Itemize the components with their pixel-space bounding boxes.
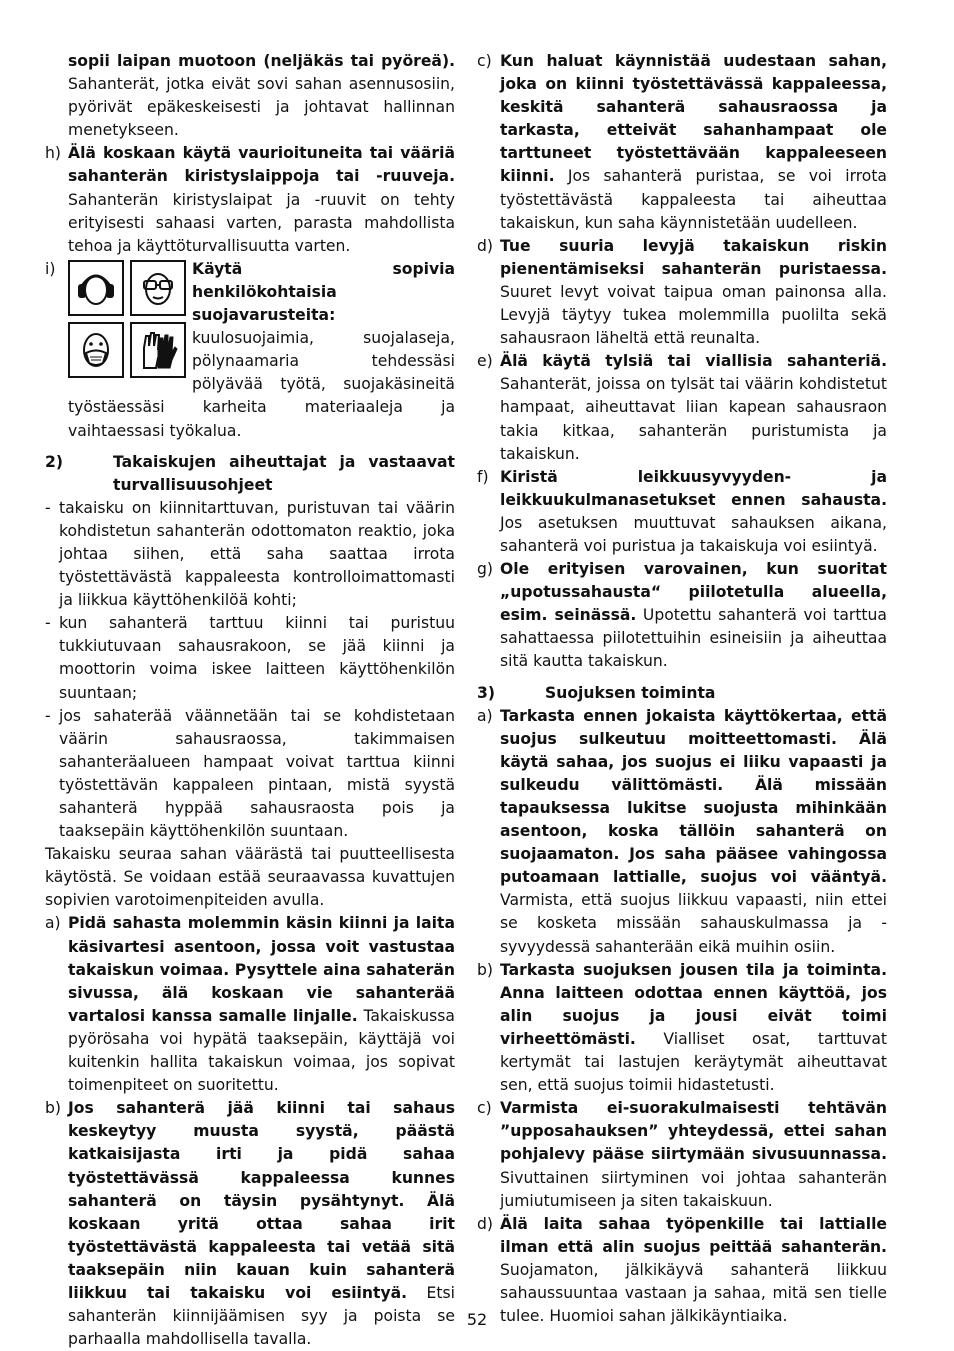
item-c2-label: c) [477, 1099, 492, 1118]
item-g-bold: Ole erityisen varovainen, kun suoritat „upotussahausta“ piilotetulla alueella, esim. seinässä. [500, 560, 887, 625]
item-d-bold: Tue suuria levyjä takaiskun riskin pienentämiseksi sahanterän puristaessa. [500, 236, 887, 278]
item-i-text: kuulosuojaimia, suojalaseja, pölynaamaria tehdessäsi pölyävää työtä, suojakäsineitä työstäessäsi karheita materiaaleja ja vaihtaessasi työkalua. [68, 329, 455, 440]
item-b-text: Vialliset osat, tarttuvat kertymät tai lastujen keräytymät aiheuttavat sen, että suojus toimii hidastetusti. [500, 1029, 887, 1095]
section-3-title: Suojuksen toiminta [545, 683, 716, 702]
item-c2-text: Sivuttainen siirtyminen voi johtaa sahanterän jumiutumiseen ja siten takaiskuun. [500, 1168, 887, 1210]
item-g-text: Upotettu sahanterä voi tarttua sahattaessa piilotettuihin esineisiin ja aiheuttaa sitä kautta takaiskun. [500, 606, 887, 671]
item-c-right [477, 50, 887, 235]
item-c-text: Jos sahanterä puristaa, se voi irrota työstettävästä kappaleesta tai aiheuttaa takaiskun, kun saha käynnistetään uudelleen. [500, 167, 887, 232]
left-column [45, 50, 455, 1351]
item-d2-text: Suojamaton, jälkikäyvä sahanterä liikkuu sahaussuuntaa vastaan ja sahaa, mitä sen tielle tulee. Huomioi sahan jälkikäyntiaika. [500, 1260, 887, 1326]
item-i [45, 258, 455, 443]
item-g-label: g) [477, 560, 493, 579]
item-a-bold: Pidä sahasta molemmin käsin kiinni ja laita käsivartesi asentoon, jossa voit vastustaa takaiskun voimaa. Pysyttele aina sahaterän sivussa, älä koskaan vie sahanterää vartalosi kanssa samalle linjalle. [68, 914, 455, 1025]
dash-item-3-text: jos sahaterää väännetään tai se kohdistetaan väärin sahausraossa, takimmaisen sahanteräalueen hampaat voivat tarttua kiinni työstettävän kappaleen pintaan, mistä syystä sahanterä hyppää sahausraosta pois ja taaksepäin käyttöhenkilön suuntaan. [59, 706, 455, 841]
dash-symbol: - [45, 706, 51, 725]
item-f-right [477, 466, 887, 558]
item-b-bold: Tarkasta suojuksen jousen tila ja toiminta. Anna laitteen odottaa ennen käyttöä, jos alin suojus ja jousi eivät toimi virheettömästi. [500, 960, 887, 1048]
item-h-text: Sahanterän kiristyslaipat ja -ruuvit on tehty erityisesti sahaasi varten, parasta mahdollista tehoa ja käyttöturvallisuutta varten. [68, 190, 455, 255]
dash-item-3 [45, 705, 455, 844]
item-d-right [477, 235, 887, 350]
item-g-continued [45, 50, 455, 142]
item-h-bold: Älä koskaan käytä vaurioituneita tai vääriä sahanterän kiristyslaippoja tai -ruuveja. [68, 144, 455, 186]
item-f-bold: Kiristä leikkuusyvyyden- ja leikkuukulmanasetukset ennen sahausta. [500, 467, 887, 509]
item-c-label: c) [477, 52, 492, 70]
section-2-heading [45, 451, 455, 497]
protective-gloves-icon [130, 322, 186, 378]
item-b-label: b) [477, 960, 493, 979]
page-number: 52 [466, 1310, 488, 1329]
section-3-heading [477, 682, 887, 705]
kickback-paragraph: Takaisku seuraa sahan väärästä tai puutteellisesta käytöstä. Se voidaan estää seuraavassa kuvattujen sopivien varotoimenpiteiden avulla. [45, 845, 455, 910]
item-h-label: h) [45, 144, 61, 163]
item-d-label: d) [477, 236, 493, 255]
item-d2-label: d) [477, 1214, 493, 1233]
dust-mask-icon [68, 322, 124, 378]
ppe-icon-grid [68, 260, 186, 380]
item-c2-right [477, 1097, 887, 1212]
item-d-text: Suuret levyt voivat taipua oman painonsa alla. Levyjä täytyy tukea molemmilla puolilta sekä sahausraon läheltä että reunalta. [500, 282, 887, 348]
item-g-right [477, 558, 887, 673]
item-a-bold: Tarkasta ennen jokaista käyttökertaa, että suojus sulkeutuu moitteettomasti. Älä käytä sahaa, jos suojus ei liiku vapaasti ja sulkeudu välittömästi. Älä missään tapauksessa lukitse suojusta mihinkään asentoon, koska tällöin sahanterä on suojaamaton. Jos saha pääsee vahingossa putoamaan lattialle, suojus voi vääntyä. [500, 706, 887, 887]
item-g-text: Sahanterät, jotka eivät sovi sahan asennusosiin, pyörivät epäkeskeisesti ja johtavat hallinnan menetykseen. [68, 75, 455, 140]
item-b-bold: Jos sahanterä jää kiinni tai sahaus keskeytyy muusta syystä, päästä katkaisijasta irti ja pidä sahaa työstettävässä kappaleessa kunnes sahanterä on täysin pysähtynyt. Älä koskaan yritä ottaa sahaa irit työstettävästä kappaleesta tai vetää sitä taaksepäin niin kauan kuin sahanterä liikkuu tai takaisku voi esiintyä. [68, 1099, 455, 1302]
item-b-right [477, 959, 887, 1098]
item-a-label: a) [477, 706, 493, 725]
dash-item-1-text: takaisku on kiinnitarttuvan, puristuvan tai väärin kohdistetun sahanterän odottomaton reaktio, joka johtaa siihen, että saha saattaa irrota työstettävästä kappaleesta kontrolloimattomasti ja liikkua käyttöhenkilöä kohti; [59, 498, 455, 610]
item-c2-bold: Varmista ei-suorakulmaisesti tehtävän ”upposahauksen” yhteydessä, ettei sahan pohjalevy pääse siirtymään sivusuunnassa. [500, 1099, 887, 1164]
item-h [45, 142, 455, 257]
item-a-label: a) [45, 914, 61, 933]
item-a-text: Takaiskussa pyörösaha voi hypätä taaksepäin, käyttäjä voi kuitenkin hallita takaiskun voimaa, jos sopivat toimenpiteet on suoritettu. [68, 1006, 455, 1095]
item-d2-bold: Älä laita sahaa työpenkille tai lattialle ilman että alin suojus peittää sahanterän. [500, 1214, 887, 1256]
item-b-label: b) [45, 1099, 61, 1118]
safety-glasses-icon [130, 260, 186, 316]
dash-symbol: - [45, 498, 51, 517]
item-f-label: f) [477, 467, 489, 486]
dash-item-2-text: kun sahanterä tarttuu kiinni tai puristuu tukkiutuvaan sahausrakoon, se jää kiinni ja moottorin voima iskee laitteen käyttöhenkilön suuntaan; [59, 614, 455, 702]
item-a-left [45, 912, 455, 1097]
dash-symbol: - [45, 614, 51, 633]
item-c-bold: Kun haluat käynnistää uudestaan sahan, joka on kiinni työstettävässä kappaleessa, keskitä sahanterä sahausraossa ja tarkasta, etteivät sahanhampaat ole tarttuneet työstettävään kappaleeseen kiinni. [500, 52, 887, 186]
item-g-bold: sopii laipan muotoon (neljäkäs tai pyöreä). [68, 52, 455, 70]
dash-item-2 [45, 612, 455, 704]
section-3-number: 3) [477, 683, 495, 702]
item-e-bold: Älä käytä tylsiä tai viallisia sahanteriä. [500, 352, 887, 371]
item-b-text: Etsi sahanterän kiinnijäämisen syy ja poista se parhaalla mahdollisella tavalla. [68, 1283, 455, 1349]
section-2-number: 2) [45, 452, 63, 471]
item-a-text: Varmista, että suojus liikkuu vapaasti, niin ettei se kosketa missään sahauskulmassa ja -syvyydessä sahanterään eikä muihin osiin. [500, 891, 887, 956]
item-a-right [477, 705, 887, 959]
item-e-text: Sahanterät, joissa on tylsät tai väärin kohdistetut hampaat, aiheuttavat liian kapean sahausraon takia kitkaa, sahanterän puristumista ja takaiskun. [500, 375, 887, 463]
dash-item-1 [45, 497, 455, 612]
item-e-label: e) [477, 352, 493, 371]
section-2-title: Takaiskujen aiheuttajat ja vastaavat turvallisuusohjeet [113, 452, 455, 494]
ear-protection-icon [68, 260, 124, 316]
item-e-right [477, 350, 887, 465]
item-i-label: i) [45, 259, 56, 278]
item-f-text: Jos asetuksen muuttuvat sahauksen aikana, sahanterä voi puristua ja takaiskuja voi esiintyä. [500, 513, 887, 555]
right-column [477, 50, 887, 1328]
item-i-bold: Käytä sopivia henkilökohtaisia suojavarusteita: [192, 259, 455, 325]
